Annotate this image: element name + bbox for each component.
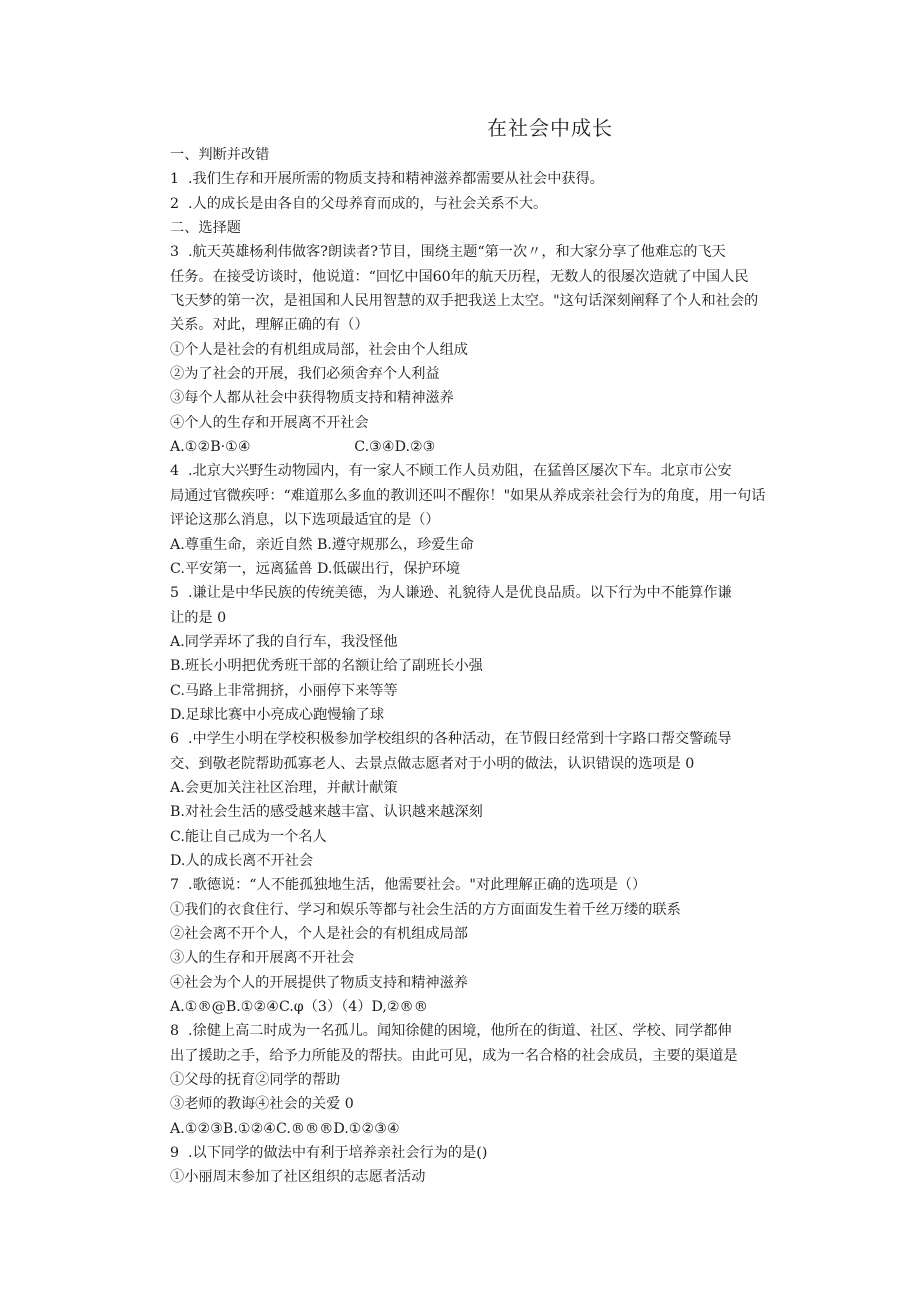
text-line: 2 .人的成长是由各自的父母养育而成的，与社会关系不大。 (170, 195, 548, 212)
text-line: 7 .歌德说：“人不能孤独地生活，他需要社会。"对此理解正确的选项是（） (170, 877, 647, 894)
text-line: ④个人的生存和开展离不开社会 (170, 414, 369, 431)
page-title: 在社会中成长 (487, 116, 613, 140)
text-line: 5 .谦让是中华民族的传统美德，为人谦逊、礼貌待人是优良品质。以下行为中不能算作谦 (170, 585, 732, 602)
text-line: 6 .中学生小明在学校积极参加学校组织的各种活动，在节假日经常到十字路口帮交警疏导 (170, 731, 732, 748)
text-line: ③每个人都从社会中获得物质支持和精神滋养 (170, 390, 454, 407)
text-line: ①父母的抚育②同学的帮助 (170, 1072, 341, 1089)
text-line: C.平安第一，远离猛兽 D.低碳出行，保护环境 (170, 560, 461, 577)
text-line: C.能让自己成为一个名人 (170, 828, 327, 845)
text-line: A.①②B·①④ C.③④D.②③ (170, 439, 436, 456)
text-line: 关系。对此，理解正确的有（） (170, 317, 369, 334)
text-line: 飞天梦的第一次，是祖国和人民用智慧的双手把我送上太空。"这句话深刻阐释了个人和社会的 (170, 293, 759, 310)
text-line: A.①②③B.①②④C.®®®D.①②③④ (170, 1120, 400, 1137)
text-line: 出了援助之手，给予力所能及的帮扶。由此可见，成为一名合格的社会成员，主要的渠道是 (170, 1047, 738, 1064)
text-line: 8 .徐健上高二时成为一名孤儿。闻知徐健的困境，他所在的街道、社区、学校、同学都伸 (170, 1023, 732, 1040)
text-line: ①小丽周末参加了社区组织的志愿者活动 (170, 1169, 426, 1186)
text-line: ③老师的教诲④社会的关爱 0 (170, 1096, 354, 1113)
text-line: ②为了社会的开展，我们必须舍弃个人利益 (170, 366, 440, 383)
text-line: 1 .我们生存和开展所需的物质支持和精神滋养都需要从社会中获得。 (170, 171, 604, 188)
text-line: A.①®@B.①②④C.φ（3）（4）D,②®® (170, 999, 428, 1016)
text-line: ②社会离不开个人，个人是社会的有机组成局部 (170, 926, 468, 942)
text-line: 任务。在接受访谈时，他说道：“回忆中国60年的航天历程，无数人的很屡次造就了中国人民 (170, 268, 749, 285)
text-line: A.尊重生命，亲近自然 B.遵守规那么，珍爱生命 (170, 536, 474, 553)
text-line: ③人的生存和开展离不开社会 (170, 950, 355, 967)
text-line: 让的是 0 (170, 609, 227, 626)
text-line: C.马路上非常拥挤，小丽停下来等等 (170, 682, 398, 699)
text-line: 评论这那么消息，以下选项最适宜的是（） (170, 512, 440, 529)
text-line: ①我们的衣食住行、学习和娱乐等都与社会生活的方方面面发生着千丝万缕的联系 (170, 901, 681, 918)
document-body (170, 143, 785, 1190)
text-line: B.对社会生活的感受越来越丰富、认识越来越深刻 (170, 804, 483, 821)
text-line: 局通过官微疾呼：“难道那么多血的教训还叫不醒你！"如果从养成亲社会行为的角度，用一句话 (170, 487, 766, 504)
text-line: 4 .北京大兴野生动物园内，有一家人不顾工作人员劝阻，在猛兽区屡次下车。北京市公安 (170, 463, 732, 480)
text-line: A.同学弄坏了我的自行车，我没怪他 (170, 633, 398, 650)
text-line: B.班长小明把优秀班干部的名额让给了副班长小强 (170, 658, 483, 675)
text-line: 交、到敬老院帮助孤寡老人、去景点做志愿者对于小明的做法，认识错误的选项是 0 (170, 755, 695, 772)
text-line: ①个人是社会的有机组成局部，社会由个人组成 (170, 341, 468, 358)
text-line: ④社会为个人的开展提供了物质支持和精神滋养 (170, 974, 468, 991)
text-line: 9 .以下同学的做法中有利于培养亲社会行为的是() (170, 1145, 488, 1162)
text-line: 二、选择题 (170, 220, 241, 237)
text-line: D.人的成长离不开社会 (170, 852, 314, 869)
text-line: 3 .航天英雄杨利伟做客?朗读者?节目，围绕主题“第一次〃，和大家分享了他难忘的飞天 (170, 244, 726, 261)
text-line: D.足球比赛中小亮成心跑慢输了球 (170, 706, 385, 723)
text-line: 一、判断并改错 (170, 147, 270, 163)
text-line: A.会更加关注社区治理，并献计献策 (170, 779, 398, 796)
